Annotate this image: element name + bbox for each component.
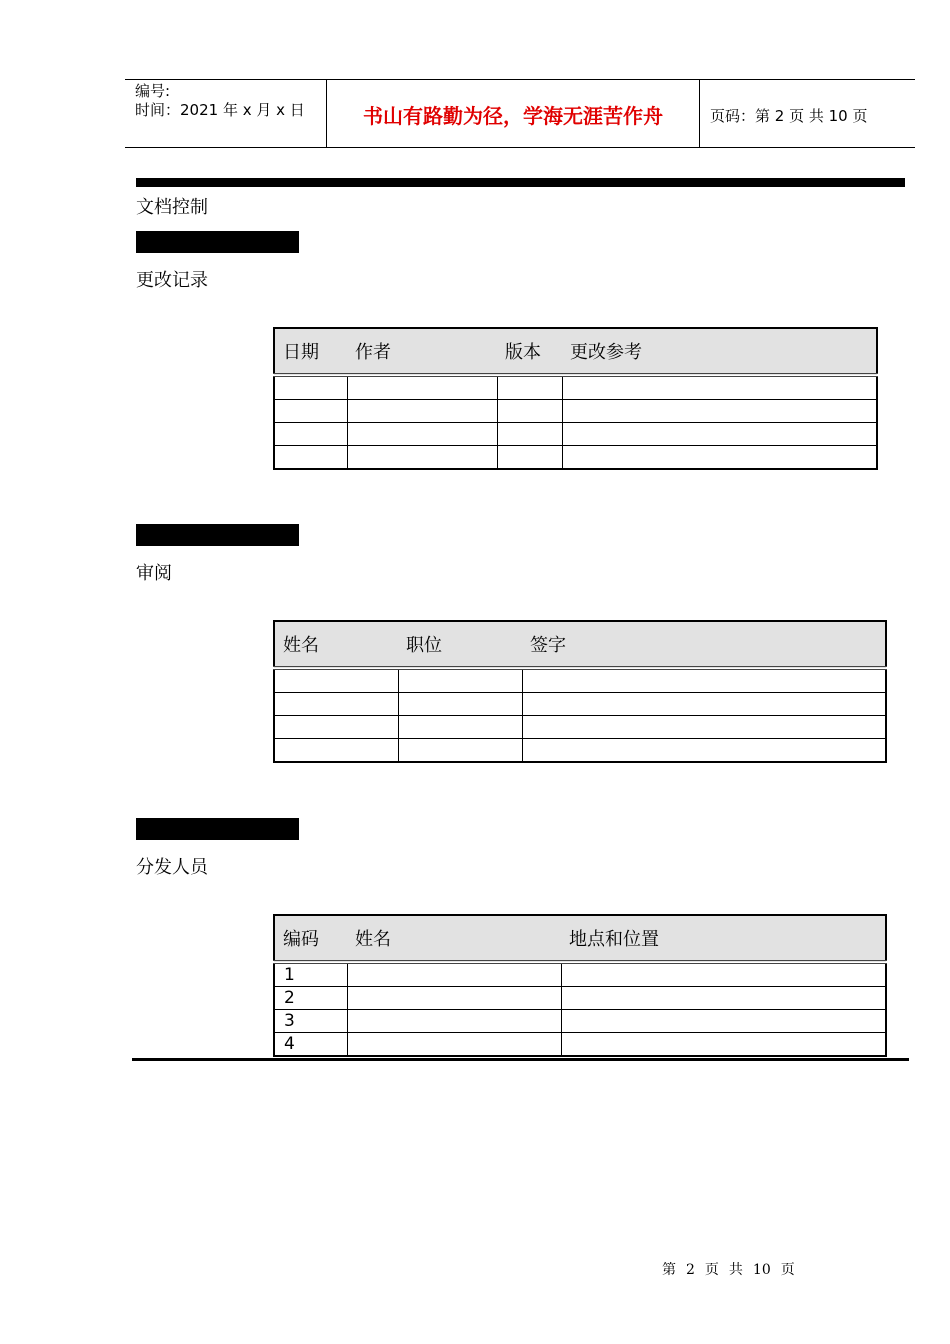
review-table: [273, 620, 887, 763]
column-header: 姓名: [347, 915, 561, 962]
table-cell[interactable]: [562, 446, 877, 470]
table-row: [274, 400, 877, 423]
table-cell[interactable]: [398, 716, 522, 739]
table-header-row: [274, 621, 886, 668]
table-cell[interactable]: [562, 423, 877, 446]
table-cell[interactable]: 4: [274, 1033, 347, 1057]
table-cell[interactable]: [562, 375, 877, 400]
header-page-info: 页码：第 2 页 共 10 页: [710, 107, 868, 125]
footer-part: 第: [662, 1262, 676, 1278]
table-cell[interactable]: 1: [274, 962, 347, 987]
table-row: [274, 739, 886, 763]
table-cell[interactable]: [561, 987, 886, 1010]
table-row: [274, 1010, 886, 1033]
table-cell[interactable]: [274, 693, 398, 716]
table-row: [274, 375, 877, 400]
footer-page-number: [662, 1259, 805, 1279]
header-motto: 书山有路勤为径，学海无涯苦作舟: [363, 104, 663, 128]
table-cell[interactable]: [347, 446, 497, 470]
table-cell[interactable]: [274, 716, 398, 739]
table-row: [274, 987, 886, 1010]
column-header: 作者: [347, 328, 497, 375]
table-cell[interactable]: 2: [274, 987, 347, 1010]
distribution-title: 分发人员: [136, 857, 208, 878]
table-cell[interactable]: [347, 1010, 561, 1033]
review-title: 审阅: [136, 563, 172, 584]
footer-part: 页: [780, 1262, 795, 1278]
table-cell[interactable]: [274, 400, 347, 423]
table-cell[interactable]: [398, 693, 522, 716]
column-header: 版本: [497, 328, 562, 375]
table-cell[interactable]: [274, 739, 398, 763]
table-row: [274, 1033, 886, 1057]
bottom-rule: [132, 1058, 909, 1061]
table-cell[interactable]: [497, 423, 562, 446]
header-divider-2: [699, 79, 700, 148]
table-cell[interactable]: [497, 375, 562, 400]
column-header: 日期: [274, 328, 347, 375]
footer-part: 共: [728, 1262, 743, 1278]
section-marker: [136, 818, 299, 840]
section-marker: [136, 231, 299, 253]
table-cell[interactable]: [522, 693, 886, 716]
table-row: [274, 446, 877, 470]
document-title: 文档控制: [136, 197, 208, 218]
table-cell[interactable]: [347, 400, 497, 423]
table-cell[interactable]: [347, 423, 497, 446]
table-cell[interactable]: [497, 400, 562, 423]
table-cell[interactable]: [398, 668, 522, 693]
table-cell[interactable]: [561, 1010, 886, 1033]
table-cell[interactable]: [347, 987, 561, 1010]
table-cell[interactable]: [561, 1033, 886, 1057]
table-cell[interactable]: 3: [274, 1010, 347, 1033]
column-header: 地点和位置: [561, 915, 886, 962]
table-cell[interactable]: [398, 739, 522, 763]
table-row: [274, 668, 886, 693]
section-marker: [136, 524, 299, 546]
column-header: 编码: [274, 915, 347, 962]
header-left-block: [135, 82, 305, 120]
footer-current-page: 2: [686, 1262, 695, 1278]
table-cell[interactable]: [522, 668, 886, 693]
footer-total-pages: 10: [752, 1262, 771, 1278]
table-cell[interactable]: [274, 375, 347, 400]
footer-part: 页: [704, 1262, 719, 1278]
table-cell[interactable]: [522, 716, 886, 739]
column-header: 姓名: [274, 621, 398, 668]
table-cell[interactable]: [561, 962, 886, 987]
table-row: [274, 423, 877, 446]
table-cell[interactable]: [274, 668, 398, 693]
table-cell[interactable]: [562, 400, 877, 423]
table-cell[interactable]: [347, 375, 497, 400]
table-header-row: [274, 915, 886, 962]
header-top-rule: [125, 79, 915, 80]
table-cell[interactable]: [522, 739, 886, 763]
column-header: 职位: [398, 621, 522, 668]
table-row: [274, 693, 886, 716]
table-row: [274, 716, 886, 739]
change-record-title: 更改记录: [136, 270, 208, 291]
table-cell[interactable]: [274, 423, 347, 446]
title-bar: [136, 178, 905, 187]
column-header: 签字: [522, 621, 886, 668]
header-bottom-rule: [125, 147, 915, 148]
table-cell[interactable]: [497, 446, 562, 470]
number-label: 编号:: [135, 82, 171, 100]
distribution-table: [273, 914, 887, 1057]
time-label: 时间：2021 年 x 月 x 日: [135, 101, 305, 119]
table-cell[interactable]: [274, 446, 347, 470]
table-cell[interactable]: [347, 962, 561, 987]
table-header-row: [274, 328, 877, 375]
column-header: 更改参考: [562, 328, 877, 375]
table-row: [274, 962, 886, 987]
change-record-table: [273, 327, 878, 470]
table-cell[interactable]: [347, 1033, 561, 1057]
